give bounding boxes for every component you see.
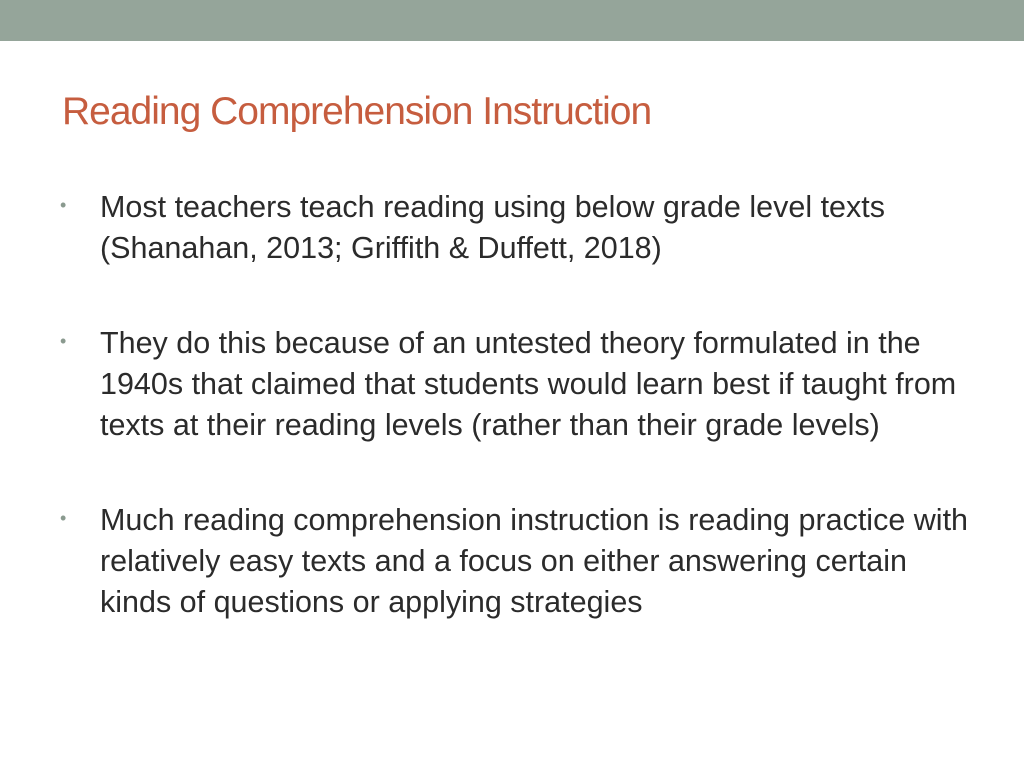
bullet-item xyxy=(60,187,980,269)
bullet-dot-icon: • xyxy=(60,331,67,351)
bullet-text: They do this because of an untested theory formulated in the 1940s that claimed that students would learn best if taught from texts at their reading levels (rather than their grade levels) xyxy=(100,326,957,442)
bullet-item xyxy=(60,323,980,446)
slide-title: Reading Comprehension Instruction xyxy=(62,90,652,133)
bullet-dot-icon: • xyxy=(60,195,67,215)
bullet-text: Much reading comprehension instruction is reading practice with relatively easy texts and a focus on either answering certain kinds of questions or applying strategies xyxy=(100,503,968,619)
bullet-text: Most teachers teach reading using below grade level texts (Shanahan, 2013; Griffith & Duffett, 2018) xyxy=(100,190,885,265)
bullet-list xyxy=(60,187,980,623)
top-accent-band xyxy=(0,0,1024,41)
bullet-dot-icon: • xyxy=(60,508,67,528)
bullet-item xyxy=(60,500,980,623)
